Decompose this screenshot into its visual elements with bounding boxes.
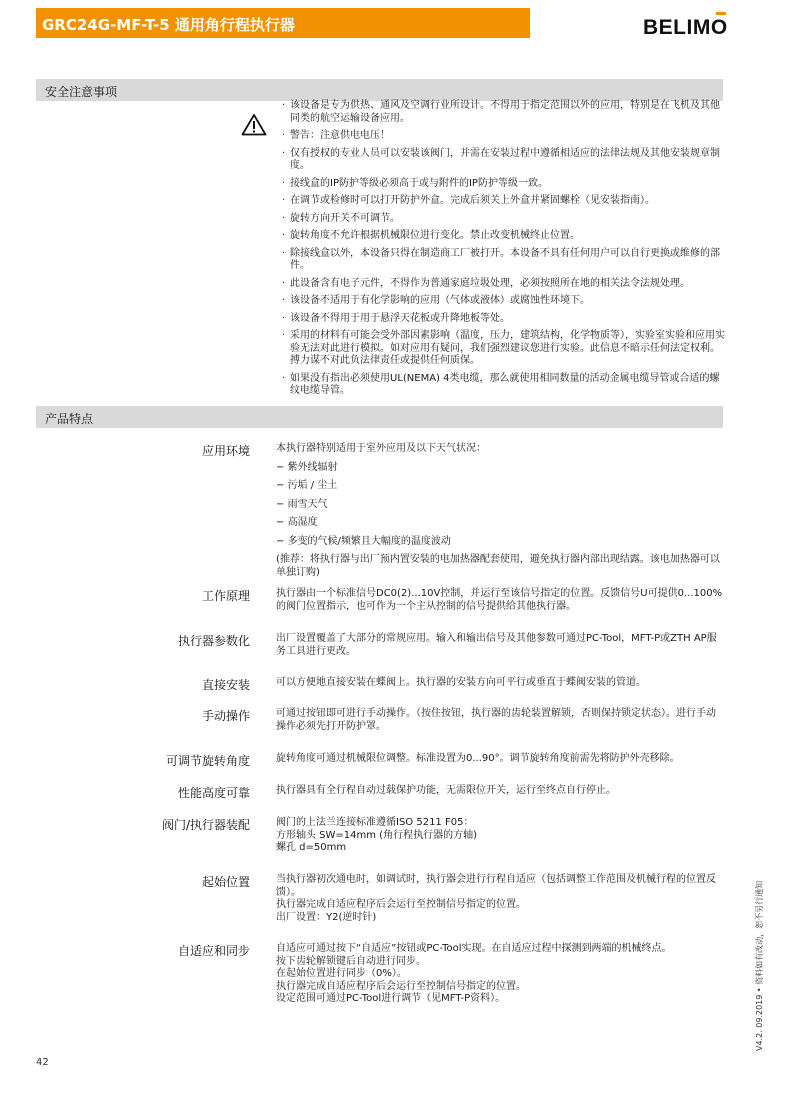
assembly-line: 螺孔 d=50mm: [276, 842, 347, 853]
features-heading: 产品特点: [45, 412, 94, 426]
version-note: [742, 880, 764, 1051]
env-note: (推荐：将执行器与出厂预内置安装的电加热器配套使用，避免执行器内部出现结露。该电加热器可以单独订购): [276, 554, 720, 578]
env-body: [276, 443, 724, 579]
safety-item: · 该设备是专为供热、通风及空调行业所设计。不得用于指定范围以外的应用，特别是在飞机及其他同类的航空运输设备应用。: [281, 100, 726, 125]
safety-item: · 在调节或检修时可以打开防护外盒。完成后须关上外盒并紧固螺栓（见安装指南）。: [281, 195, 726, 208]
features-section-header: [36, 406, 723, 428]
env-list: [276, 462, 724, 549]
adapt-line: 执行器完成自适应程序后会运行至控制信号指定的位置。: [276, 980, 526, 992]
env-item: − 雨雪天气: [276, 499, 724, 512]
manual-label: 手动操作: [201, 709, 250, 723]
param-label: 执行器参数化: [177, 634, 250, 648]
adapt-line: 按下齿轮解锁键后自动进行同步。: [276, 955, 426, 967]
manual-text: 可通过按钮即可进行手动操作。（按住按钮，执行器的齿轮装置解锁，否则保持锁定状态）。进行手动操作必须先打开防护罩。: [276, 708, 716, 732]
principle-label: 工作原理: [201, 589, 250, 603]
safety-item: · 该设备不得用于用于悬浮天花板或升降地板等处。: [281, 313, 726, 326]
home-body: [276, 874, 724, 924]
page-number: 42: [36, 1057, 49, 1068]
assembly-line: 阀门的上法兰连接标准遵循ISO 5211 F05：: [276, 817, 474, 828]
home-line: 出厂设置：Y2(逆时针): [276, 911, 377, 923]
home-label: 起始位置: [201, 875, 250, 889]
safety-item: · 接线盒的IP防护等级必须高于或与附件的IP防护等级一致。: [281, 178, 726, 191]
home-line: 当执行器初次通电时，如调试时，执行器会进行行程自适应（包括调整工作范围及机械行程的位置反馈）。: [276, 874, 716, 898]
reliab-label: 性能高度可靠: [177, 786, 250, 800]
assembly-label: 阀门/执行器装配: [161, 818, 250, 832]
angle-text: 旋转角度可通过机械限位调整。标准设置为0...90°。调节旋转角度前需先将防护外壳移除。: [276, 753, 680, 764]
safety-item: · 除接线盒以外，本设备只得在制造商工厂被打开。本设备不具有任何用户可以自行更换或维修的部件。: [281, 248, 726, 273]
adapt-label: 自适应和同步: [177, 944, 250, 958]
adapt-body: [276, 943, 724, 1006]
version-note-text: V4.2. 09.2019 • 资料如有改动，恕不另行通知: [755, 880, 764, 1051]
safety-item: · 旋转方向开关不可调节。: [281, 213, 726, 226]
safety-item: · 旋转角度不允许根据机械限位进行变化。禁止改变机械终止位置。: [281, 230, 726, 243]
mount-label: 直接安装: [201, 678, 250, 692]
adapt-line: 设定范围可通过PC-Tool进行调节（见MFT-P资料）。: [276, 993, 506, 1004]
safety-item: · 如果没有指出必须使用UL(NEMA) 4类电缆，那么就使用相同数量的活动金属电缆导管或合适的螺纹电缆导管。: [281, 373, 726, 398]
safety-item: · 仅有授权的专业人员可以安装该阀门，并需在安装过程中遵循相适应的法律法规及其他安装规章制度。: [281, 148, 726, 173]
logo-accent: [716, 12, 726, 15]
env-label: 应用环境: [201, 444, 250, 458]
assembly-body: [276, 817, 724, 855]
safety-item: · 警告：注意供电电压！: [281, 130, 726, 143]
env-item: − 紫外线辐射: [276, 462, 724, 475]
title-bar: [36, 8, 530, 38]
safety-item: · 采用的材料有可能会受外部因素影响（温度，压力，建筑结构，化学物质等），实验室实验和应用实验无法对此进行模拟。如对应用有疑问，我们强烈建议您进行实验。此信息不暗示任何法定权利。搏力谋不对此负法律责任或提供任何质保。: [281, 330, 726, 368]
safety-section-header: [36, 79, 723, 101]
safety-item: · 该设备不适用于有化学影响的应用（气体或液体）或腐蚀性环境下。: [281, 295, 726, 308]
angle-label: 可调节旋转角度: [165, 754, 250, 768]
env-intro: 本执行器特别适用于室外应用及以下天气状况：: [276, 443, 486, 454]
safety-list: [281, 100, 726, 403]
reliab-text: 执行器具有全行程自动过载保护功能，无需限位开关，运行至终点自行停止。: [276, 785, 616, 796]
safety-heading: 安全注意事项: [45, 85, 118, 99]
assembly-line: 方形轴头 SW=14mm (角行程执行器的方轴): [276, 829, 477, 841]
env-item: − 高湿度: [276, 517, 724, 530]
mount-text: 可以方便地直接安装在蝶阀上。执行器的安装方向可平行或垂直于蝶阀安装的管道。: [276, 677, 646, 688]
adapt-line: 自适应可通过按下“自适应”按钮或PC-Tool实现。在自适应过程中探测到两端的机械终点。: [276, 943, 672, 954]
adapt-line: 在起始位置进行同步（0%）。: [276, 968, 407, 979]
safety-item: · 此设备含有电子元件，不得作为普通家庭垃圾处理，必须按照所在地的相关法令法规处理。: [281, 278, 726, 291]
home-line: 执行器完成自适应程序后会运行至控制信号指定的位置。: [276, 899, 526, 910]
param-text: 出厂设置覆盖了大部分的常规应用。输入和输出信号及其他参数可通过PC-Tool，MFT-P或ZTH AP服务工具进行更改。: [276, 633, 717, 657]
warning-triangle-icon: [241, 113, 267, 136]
env-item: − 多变的气候/频繁且大幅度的温度波动: [276, 536, 724, 549]
page-title: GRC24G-MF-T-5 通用角行程执行器: [42, 16, 295, 34]
env-item: − 污垢 / 尘土: [276, 480, 724, 493]
principle-text: 执行器由一个标准信号DC0(2)...10V控制，并运行至该信号指定的位置。反馈信号U可提供0...100%的阀门位置指示，也可作为一个主从控制的信号提供给其他执行器。: [276, 588, 723, 612]
belimo-logo: BELIMO: [643, 16, 728, 39]
